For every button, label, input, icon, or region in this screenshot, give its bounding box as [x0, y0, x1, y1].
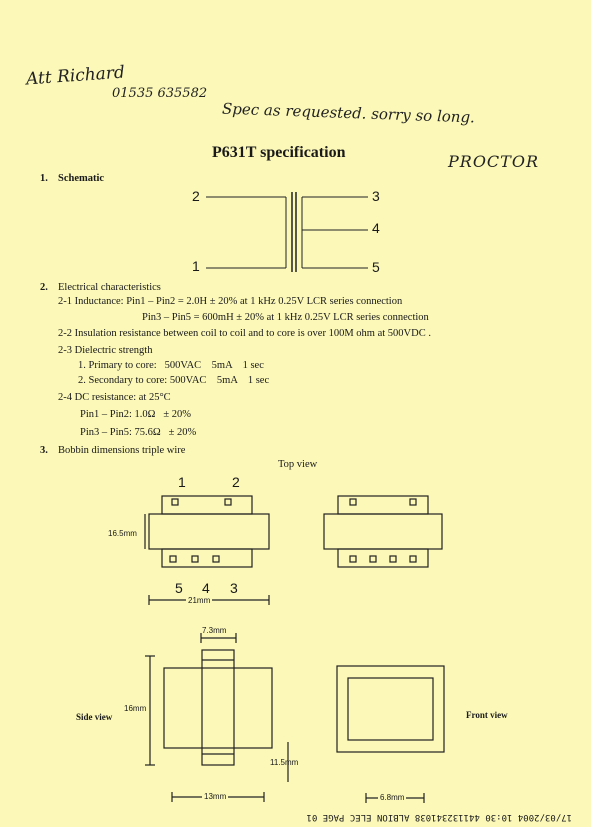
- inductance-primary: 2-1 Inductance: Pin1 – Pin2 = 2.0H ± 20% at 1 kHz 0.25V LCR series connection: [58, 296, 403, 307]
- bobbin-pin-4: 4: [202, 580, 210, 596]
- section-2-heading: Electrical characteristics: [58, 282, 161, 293]
- schematic-pin-5: 5: [372, 259, 380, 275]
- fax-header: 17/03/2004 10:30 441132341038 ALBION ELEC PAGE 01: [306, 812, 572, 822]
- dim-11-5: 11.5mm: [270, 758, 299, 767]
- dim-width-top: 21mm: [188, 596, 211, 605]
- section-1-number: 1.: [40, 173, 48, 184]
- handwritten-note: Spec as requested. sorry so long.: [221, 99, 476, 127]
- dim-13: 13mm: [204, 792, 227, 801]
- insulation-resistance: 2-2 Insulation resistance between coil to coil and to core is over 100M ohm at 500VDC .: [58, 328, 431, 339]
- front-view-label: Front view: [466, 710, 508, 720]
- bobbin-pin-1: 1: [178, 474, 186, 490]
- page-title: P631T specification: [212, 144, 346, 161]
- dim-16: 16mm: [124, 704, 147, 713]
- section-3-heading: Bobbin dimensions triple wire: [58, 445, 186, 456]
- dim-6-8: 6.8mm: [380, 793, 405, 802]
- dc-resistance-heading: 2-4 DC resistance: at 25°C: [58, 392, 171, 403]
- bobbin-pin-3: 3: [230, 580, 238, 596]
- section-3-number: 3.: [40, 445, 48, 456]
- schematic-pin-2: 2: [192, 188, 200, 204]
- bobbin-pin-2: 2: [232, 474, 240, 490]
- section-2-number: 2.: [40, 282, 48, 293]
- dim-height-top: 16.5mm: [108, 529, 137, 538]
- side-view-label: Side view: [76, 712, 113, 722]
- section-1-heading: Schematic: [58, 173, 105, 184]
- handwritten-company: PROCTOR: [448, 152, 540, 171]
- handwritten-phone: 01535 635582: [112, 86, 208, 101]
- dielectric-strength-heading: 2-3 Dielectric strength: [58, 345, 153, 356]
- dielectric-primary: 1. Primary to core: 500VAC 5mA 1 sec: [78, 360, 264, 371]
- schematic-pin-3: 3: [372, 188, 380, 204]
- schematic-pin-4: 4: [372, 220, 380, 236]
- dim-7-3: 7.3mm: [202, 626, 227, 635]
- dc-resistance-primary: Pin1 – Pin2: 1.0Ω ± 20%: [80, 409, 191, 420]
- inductance-secondary: Pin3 – Pin5 = 600mH ± 20% at 1 kHz 0.25V LCR series connection: [142, 312, 429, 323]
- bobbin-pin-5: 5: [175, 580, 183, 596]
- handwritten-att: Att Richard: [25, 62, 126, 90]
- dc-resistance-secondary: Pin3 – Pin5: 75.6Ω ± 20%: [80, 427, 197, 438]
- dielectric-secondary: 2. Secondary to core: 500VAC 5mA 1 sec: [78, 375, 270, 386]
- schematic-pin-1: 1: [192, 258, 200, 274]
- top-view-label: Top view: [278, 459, 318, 470]
